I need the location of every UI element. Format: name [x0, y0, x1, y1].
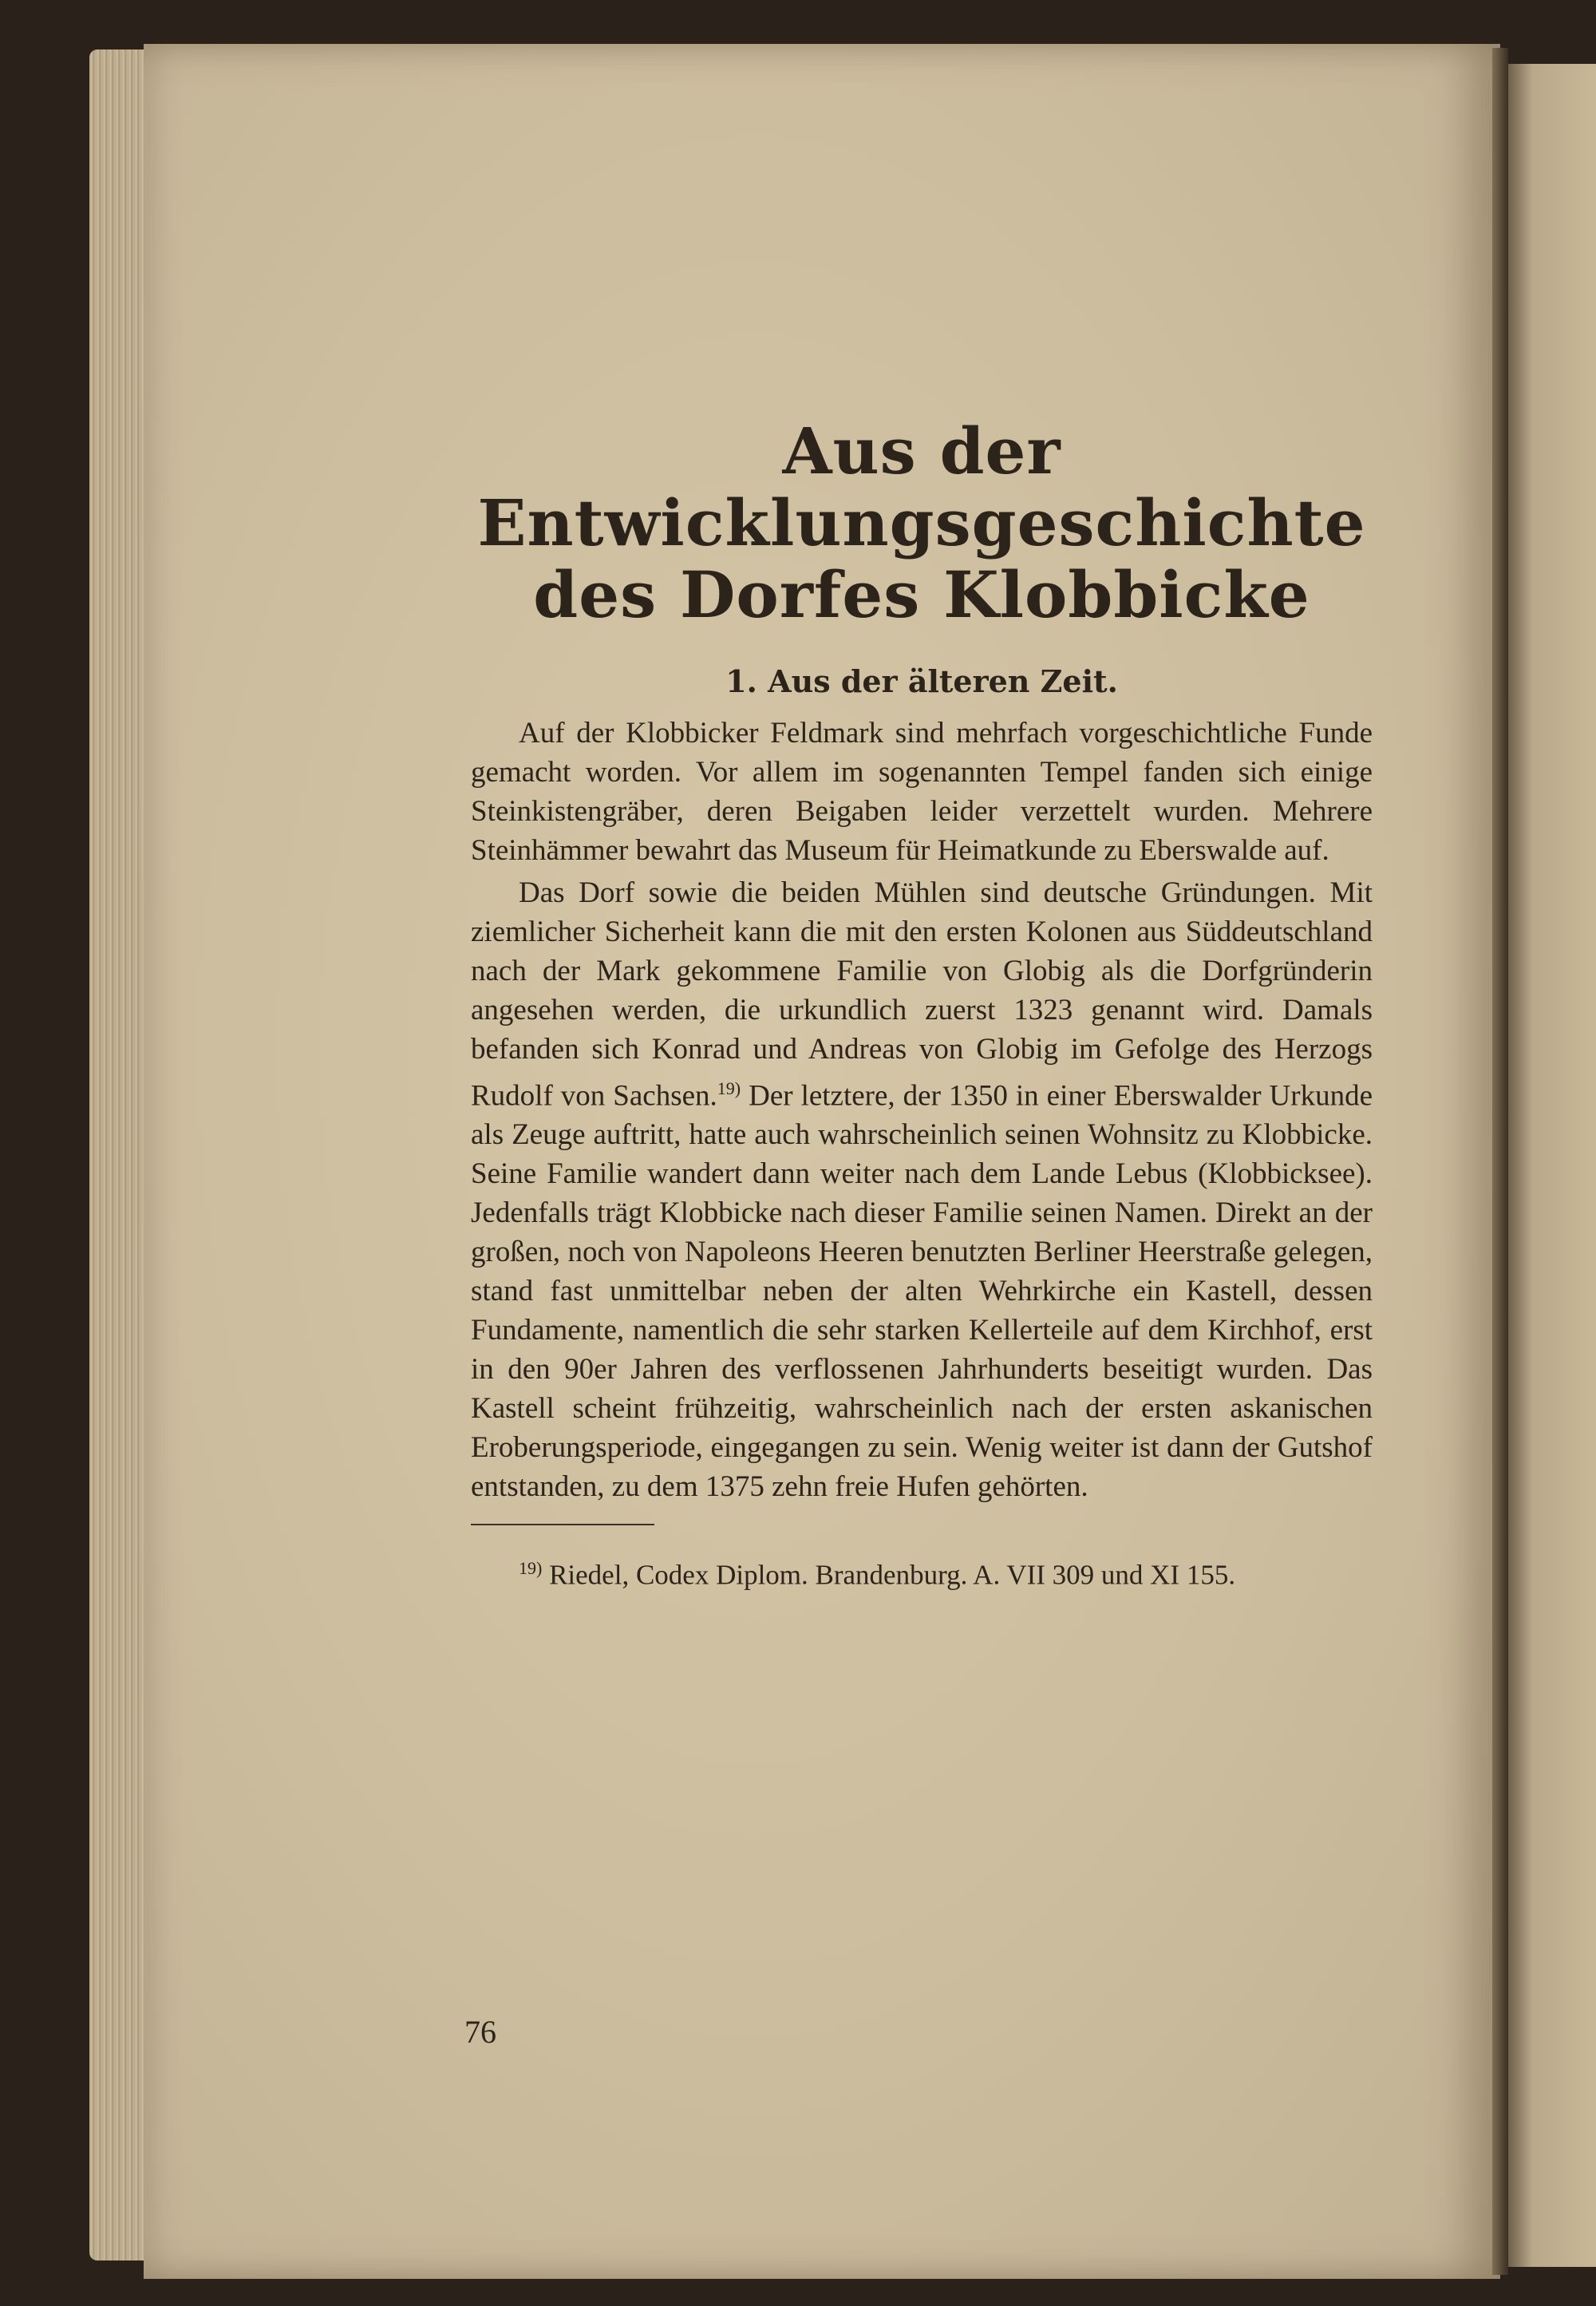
title-line-1: Aus der — [782, 413, 1061, 488]
section-heading: 1. Aus der älteren Zeit. — [725, 663, 1118, 699]
paragraph-2-continued: Der letztere, der 1350 in einer Eberswalder Urkunde als Zeuge auftritt, hatte auch wahrscheinlich seinen Wohnsitz zu Klobbicke. Seine Familie wandert dann weiter nach dem Lande Lebus (Klobbicksee). Jedenfalls trägt Klobbicke nach dieser Familie seinen Namen. Direkt an der großen, noch von Napoleons Heeren benutzten Berliner Heerstraße gelegen, stand fast unmittelbar neben der alten Wehrkirche ein Kastell, dessen Fundamente, namentlich die sehr starken Kellerteile auf dem Kirchhof, erst in den 90er Jahren des verflossenen Jahrhunderts beseitigt wurden. Das Kastell scheint frühzeitig, wahrscheinlich nach der ersten askanischen Eroberungsperiode, eingegangen zu sein. Wenig weiter ist dann der Gutshof entstanden, zu dem 1375 zehn freie Hufen gehörten. — [471, 1079, 1373, 1504]
next-page-shadow — [1508, 64, 1532, 2267]
page-content — [471, 415, 1373, 1619]
paragraph-1: Auf der Klobbicker Feldmark sind mehrfach vorgeschichtliche Funde gemacht worden. Vor allem im sogenannten Tempel fanden sich einige Steinkistengräber, deren Beigaben leider verzettelt wurden. Mehrere Steinhämmer bewahrt das Museum für Heimatkunde zu Eberswalde auf. — [471, 717, 1373, 867]
title-line-2: Entwicklungsgeschichte — [477, 485, 1366, 560]
paragraph-2 — [471, 873, 1373, 1506]
footnote — [471, 1553, 1373, 1591]
book-gutter — [1492, 48, 1508, 2275]
chapter-title — [471, 415, 1373, 631]
footnote-number: 19) — [519, 1558, 543, 1579]
page-number: 76 — [464, 2014, 496, 2050]
paragraph-2-text: Das Dorf sowie die beiden Mühlen sind deutsche Gründungen. Mit ziemlicher Sicherheit kann die mit den ersten Kolonen aus Süddeutschland nach der Mark gekommene Familie von Globig als die Dorfgründerin angesehen werden, die urkundlich zuerst 1323 genannt wird. Damals befanden sich Konrad und Andreas von Globig im Gefolge des Herzogs Rudolf von Sachsen. — [471, 876, 1373, 1113]
footnote-divider — [471, 1524, 654, 1525]
title-line-3: des Dorfes Klobbicke — [533, 557, 1310, 632]
footnote-text: Riedel, Codex Diplom. Brandenburg. A. VII 309 und XI 155. — [549, 1559, 1236, 1591]
footnote-marker: 19) — [717, 1078, 741, 1098]
